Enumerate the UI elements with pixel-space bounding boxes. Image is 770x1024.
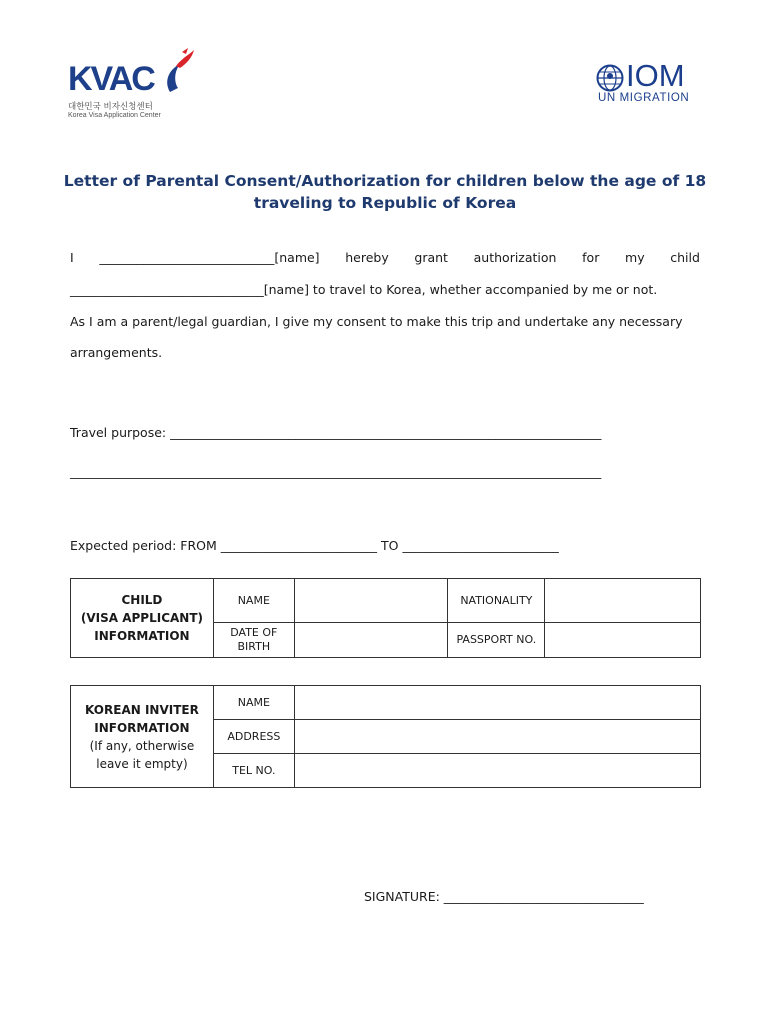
child-label-line-3: INFORMATION	[94, 629, 190, 643]
inviter-label-line-4: leave it empty)	[96, 756, 188, 771]
word: authorization	[473, 250, 557, 265]
child-name-line[interactable]: _______________________________[name] to travel to Korea, whether accompanied by me or not.	[70, 282, 658, 297]
passport-label: PASSPORT NO.	[448, 623, 545, 658]
title-line-2: traveling to Republic of Korea	[253, 194, 517, 212]
word: hereby	[345, 250, 389, 265]
child-section-label	[71, 579, 214, 658]
word: grant	[414, 250, 448, 265]
child-label-line-1: CHILD	[121, 593, 163, 607]
word: child	[670, 250, 700, 265]
kvac-logo-text: KVAC	[68, 60, 154, 98]
word: for	[582, 250, 600, 265]
word: I	[70, 250, 74, 265]
dob-label-line-1: DATE OF	[230, 626, 278, 639]
passport-input[interactable]	[545, 623, 701, 658]
kvac-swoosh-icon	[162, 48, 196, 92]
child-info-table	[70, 578, 701, 658]
document-title	[60, 170, 710, 214]
expected-period-field[interactable]: Expected period: FROM _________________________ TO _________________________	[70, 538, 559, 553]
inviter-label-line-2: INFORMATION	[94, 720, 190, 735]
consent-line-3: As I am a parent/legal guardian, I give my consent to make this trip and undertake any necessary	[70, 314, 683, 329]
inviter-address-label: ADDRESS	[213, 720, 294, 754]
inviter-tel-input[interactable]	[294, 754, 700, 788]
iom-tagline: UN MIGRATION	[598, 92, 690, 104]
signature-field[interactable]: SIGNATURE: ________________________________	[364, 889, 644, 904]
dob-label	[213, 623, 294, 658]
title-line-1: Letter of Parental Consent/Authorization for children below the age of 18	[63, 172, 707, 190]
korean-inviter-table	[70, 685, 701, 788]
inviter-label-line-1: KOREAN INVITER	[85, 702, 199, 717]
korean-inviter-section-label	[71, 686, 214, 788]
inviter-address-input[interactable]	[294, 720, 700, 754]
inviter-name-input[interactable]	[294, 686, 700, 720]
travel-purpose-continuation[interactable]: _____________________________________________________________________________________	[70, 464, 602, 479]
iom-logo-text: IOM	[626, 58, 685, 93]
child-name-label: NAME	[213, 579, 294, 623]
child-label-line-2: (VISA APPLICANT)	[80, 611, 203, 625]
iom-logo	[596, 58, 708, 106]
word: my	[625, 250, 645, 265]
consent-line-4: arrangements.	[70, 345, 163, 360]
kvac-korean-name: 대한민국 비자신청센터	[68, 102, 153, 112]
nationality-label: NATIONALITY	[448, 579, 545, 623]
travel-purpose-field[interactable]: Travel purpose: _____________________________________________________________________	[70, 425, 602, 440]
kvac-logo	[68, 46, 198, 122]
dob-input[interactable]	[294, 623, 448, 658]
inviter-name-label: NAME	[213, 686, 294, 720]
dob-label-line-2: BIRTH	[237, 640, 271, 653]
kvac-english-name: Korea Visa Application Center	[68, 112, 161, 119]
nationality-input[interactable]	[545, 579, 701, 623]
inviter-tel-label: TEL NO.	[213, 754, 294, 788]
consent-line-1	[70, 250, 700, 266]
un-emblem-icon	[596, 64, 624, 92]
inviter-label-line-3: (If any, otherwise	[89, 738, 195, 753]
child-name-input[interactable]	[294, 579, 448, 623]
parent-name-blank[interactable]: ____________________________[name]	[99, 250, 320, 265]
